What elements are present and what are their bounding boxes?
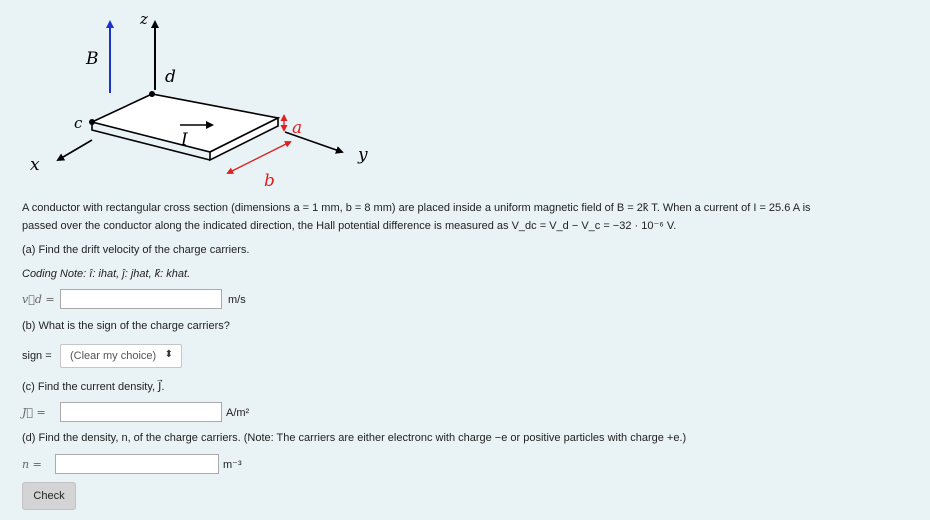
carrier-density-input[interactable]	[55, 454, 219, 474]
problem-text-line2: passed over the conductor along the indicated direction, the Hall potential difference is measured as V_dc = V_d − V_c = −32 · 10⁻⁶ V.	[22, 220, 677, 232]
part-a-prompt: v⃗d =	[22, 293, 55, 306]
label-b: b	[264, 171, 275, 191]
label-z: z	[140, 10, 148, 28]
check-button[interactable]: Check	[22, 482, 76, 510]
label-y: y	[358, 145, 368, 165]
part-b-prompt: sign =	[22, 350, 52, 362]
select-caret-icon: ⬍	[164, 349, 173, 360]
problem-text-line1: A conductor with rectangular cross section (dimensions a = 1 mm, b = 8 mm) are placed inside a uniform magnetic field of B = 2k̂ T. When a current of I = 25.6 A is	[22, 202, 811, 214]
part-a-unit: m/s	[228, 294, 246, 306]
label-d: d	[165, 67, 176, 87]
part-c-unit: A/m²	[226, 407, 250, 419]
part-d-unit: m⁻³	[223, 459, 242, 471]
part-d-question: (d) Find the density, n, of the charge carriers. (Note: The carriers are either electronc with charge −e or positive particles with charge +e.)	[22, 432, 687, 444]
label-I: I	[181, 130, 188, 150]
part-c-prompt: J⃗ =	[22, 406, 46, 419]
label-a: a	[292, 118, 303, 138]
label-c: c	[74, 114, 83, 132]
part-c-question: (c) Find the current density, J⃗.	[22, 381, 165, 393]
x-axis	[58, 140, 92, 160]
part-a-question: (a) Find the drift velocity of the charge carriers.	[22, 244, 250, 256]
part-d-prompt: n =	[22, 458, 42, 471]
hall-effect-diagram	[0, 0, 930, 200]
current-density-input[interactable]	[60, 402, 222, 422]
label-B: B	[86, 49, 99, 69]
part-b-question: (b) What is the sign of the charge carriers?	[22, 320, 230, 332]
drift-velocity-input[interactable]	[60, 289, 222, 309]
sign-select-value: (Clear my choice)	[70, 350, 157, 362]
coding-note: Coding Note: î: ihat, ĵ: jhat, k̂: khat.	[22, 268, 191, 280]
label-x: x	[30, 155, 40, 175]
sign-select[interactable]	[60, 344, 182, 368]
